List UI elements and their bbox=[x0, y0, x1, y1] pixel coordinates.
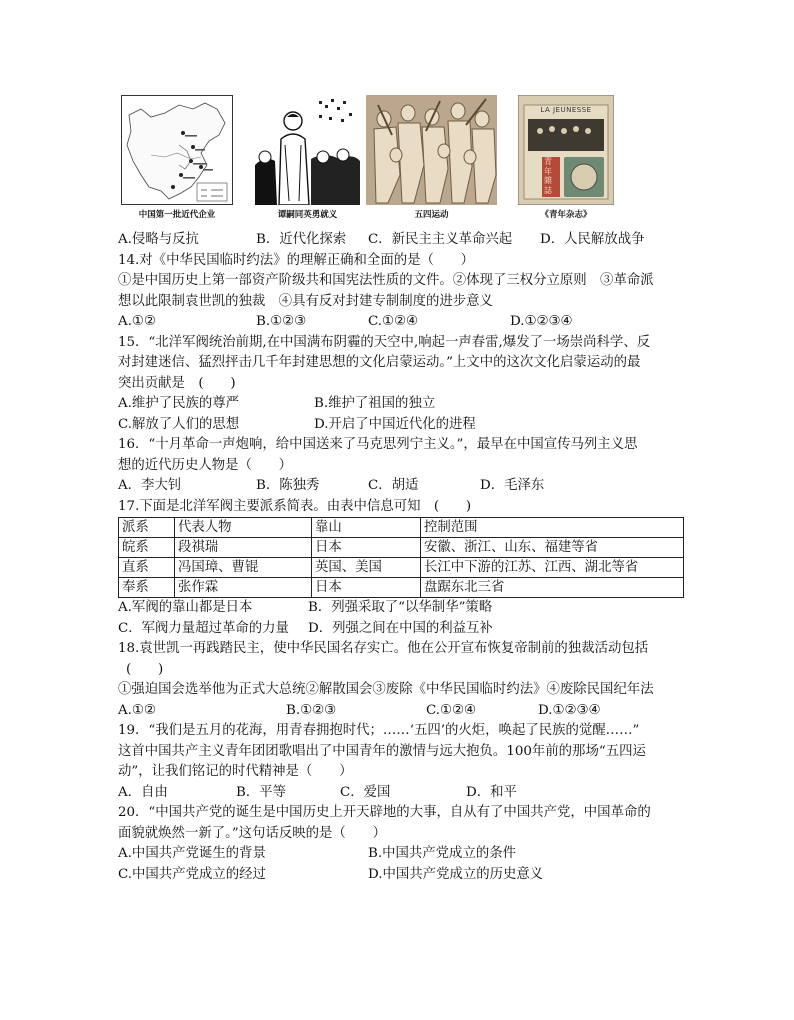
table-cell: 张作霖 bbox=[175, 578, 312, 598]
q13-options bbox=[118, 230, 684, 251]
table-header-cell: 靠山 bbox=[312, 518, 421, 538]
q13-option-b[interactable]: B．近代化探索 bbox=[256, 232, 347, 247]
table-row bbox=[119, 558, 684, 578]
q16-stem-line2: 想的近代历史人物是（ ） bbox=[118, 457, 293, 473]
q14-option-b[interactable]: B.①②③ bbox=[256, 314, 307, 329]
q19-stem-line3: 动”，让我们铭记的时代精神是（ ） bbox=[118, 764, 353, 779]
q19-option-b[interactable]: B．平等 bbox=[236, 784, 287, 800]
q18-option-c[interactable]: C.①②④ bbox=[426, 702, 477, 718]
q13-option-a[interactable]: A.侵略与反抗 bbox=[118, 232, 199, 247]
may-fourth-relief-image bbox=[366, 95, 497, 205]
table-cell: 盘踞东北三省 bbox=[421, 578, 684, 598]
q14-option-a[interactable]: A.①② bbox=[118, 314, 156, 329]
figure-strip bbox=[118, 95, 684, 230]
table-cell: 英国、美国 bbox=[312, 558, 421, 578]
q17-option-b[interactable]: B．列强采取了“以华制华”策略 bbox=[308, 600, 493, 615]
q14-items-line2: 想以此限制袁世凯的独裁 ④具有反对封建专制制度的进步意义 bbox=[118, 293, 493, 309]
q19-option-c[interactable]: C．爱国 bbox=[340, 784, 391, 800]
table-cell: 皖系 bbox=[119, 538, 175, 558]
q17-options-row2 bbox=[118, 619, 684, 640]
q20-option-c[interactable]: C.中国共产党成立的经过 bbox=[118, 866, 266, 882]
q16-stem-line1: 16．“十月革命一声炮响，给中国送来了马克思列宁主义。”，最早在中国宣传马列主义思 bbox=[118, 437, 638, 452]
table-header-row bbox=[119, 518, 684, 538]
q20-stem-line1: 20．“中国共产党的诞生是中国历史上开天辟地的大事，自从有了中国共产党，中国革命的 bbox=[118, 805, 651, 820]
table-row bbox=[119, 578, 684, 598]
table-header-cell: 控制范围 bbox=[421, 518, 684, 538]
q15-stem-line2: 对封建迷信、猛烈抨击几千年封建思想的文化启蒙运动。”上文中的这次文化启蒙运动的最 bbox=[118, 355, 641, 370]
q13-option-c[interactable]: C．新民主主义革命兴起 bbox=[368, 232, 513, 247]
q14-stem: 14.对《中华民国临时约法》的理解正确和全面的是（ ） bbox=[118, 252, 475, 268]
q17-option-c[interactable]: C．军阀力量超过革命的力量 bbox=[118, 620, 289, 636]
q18-items: ①强迫国会选举他为正式大总统②解散国会③废除《中华民国临时约法》④废除民国纪年法 bbox=[118, 682, 654, 697]
q14-items-line1: ①是中国历史上第一部资产阶级共和国宪法性质的文件。②体现了三权分立原则 ③革命派 bbox=[118, 273, 654, 288]
q15-stem-line3: 突出贡献是 ( ) bbox=[118, 375, 236, 391]
table-cell: 直系 bbox=[119, 558, 175, 578]
q16-option-c[interactable]: C．胡适 bbox=[368, 478, 419, 493]
magazine-title: 青年雜誌 bbox=[544, 157, 552, 195]
q18-options bbox=[118, 701, 684, 722]
q18-stem-line1: 18.袁世凯一再践踏民主，使中华民国名存实亡。他在公开宣布恢复帝制前的独裁活动包括 bbox=[118, 641, 649, 656]
q15-option-b[interactable]: B.维护了祖国的独立 bbox=[314, 396, 436, 411]
q20-option-d[interactable]: D.中国共产党成立的历史意义 bbox=[368, 866, 544, 882]
table-cell: 安徽、浙江、山东、福建等省 bbox=[421, 538, 684, 558]
q15-option-d[interactable]: D.开启了中国近代化的进程 bbox=[314, 416, 476, 432]
table-header-cell: 派系 bbox=[119, 518, 175, 538]
table-cell: 冯国璋、曹锟 bbox=[175, 558, 312, 578]
q19-option-d[interactable]: D．和平 bbox=[466, 784, 517, 800]
magazine-masthead: LA JEUNESSE bbox=[540, 106, 592, 114]
q18-option-b[interactable]: B.①②③ bbox=[286, 702, 337, 718]
q16-option-d[interactable]: D．毛泽东 bbox=[480, 478, 545, 493]
q14-option-d[interactable]: D.①②③④ bbox=[510, 314, 573, 329]
q18-option-d[interactable]: D.①②③④ bbox=[538, 702, 601, 718]
q16-options bbox=[118, 476, 684, 497]
q17-option-a[interactable]: A.军阀的靠山都是日本 bbox=[118, 600, 253, 615]
q20-options-row2 bbox=[118, 865, 684, 886]
q14-option-c[interactable]: C.①②④ bbox=[368, 314, 419, 329]
q16-option-a[interactable]: A．李大钊 bbox=[118, 478, 182, 493]
warlord-table bbox=[118, 517, 684, 598]
q16-option-b[interactable]: B．陈独秀 bbox=[256, 478, 320, 493]
table-cell: 奉系 bbox=[119, 578, 175, 598]
figure-caption-3: 五四运动 bbox=[414, 210, 449, 220]
exam-page bbox=[118, 95, 684, 885]
table-cell: 段祺瑞 bbox=[175, 538, 312, 558]
table-header-cell: 代表人物 bbox=[175, 518, 312, 538]
figure-caption-1: 中国第一批近代企业 bbox=[138, 210, 216, 220]
q18-option-a[interactable]: A.①② bbox=[118, 702, 156, 718]
q19-stem-line2: 这首中国共产主义青年团团歌唱出了中国青年的激情与远大抱负。100年前的那场“五四运 bbox=[118, 743, 646, 759]
q20-options-row1 bbox=[118, 844, 684, 865]
q15-option-a[interactable]: A.维护了民族的尊严 bbox=[118, 396, 240, 411]
q17-stem: 17.下面是北洋军阀主要派系简表。由表中信息可知 ( ) bbox=[118, 498, 472, 514]
q18-stem-line2: ( ) bbox=[126, 661, 164, 677]
q19-options bbox=[118, 783, 684, 804]
youth-magazine-cover bbox=[518, 95, 614, 205]
figure-caption-4: 《青年杂志》 bbox=[540, 210, 592, 220]
q19-stem-line1: 19．“我们是五月的花海，用青春拥抱时代；……‘五四’的火炬，唤起了民族的觉醒……” bbox=[118, 723, 640, 738]
q17-options-row1 bbox=[118, 598, 684, 619]
table-cell: 日本 bbox=[312, 538, 421, 558]
map-figure bbox=[121, 95, 233, 205]
q15-options-row1 bbox=[118, 394, 684, 415]
q20-option-a[interactable]: A.中国共产党诞生的背景 bbox=[118, 846, 266, 861]
table-row bbox=[119, 538, 684, 558]
q14-options bbox=[118, 312, 684, 333]
figure-caption-2: 谭嗣同英勇就义 bbox=[277, 210, 338, 220]
q15-options-row2 bbox=[118, 415, 684, 436]
q20-option-b[interactable]: B.中国共产党成立的条件 bbox=[368, 846, 517, 861]
tan-sitong-illustration bbox=[255, 95, 360, 205]
q15-stem-line1: 15．“北洋军阀统治前期,在中国满布阴霾的天空中,响起一声春雷,爆发了一场崇尚科学、反 bbox=[118, 334, 651, 350]
q20-stem-line2: 面貌就焕然一新了。”这句话反映的是（ ） bbox=[118, 825, 386, 841]
q17-option-d[interactable]: D．列强之间在中国的利益互补 bbox=[308, 620, 493, 636]
table-cell: 长江中下游的江苏、江西、湖北等省 bbox=[421, 558, 684, 578]
q19-option-a[interactable]: A．自由 bbox=[118, 784, 168, 800]
table-cell: 日本 bbox=[312, 578, 421, 598]
q15-option-c[interactable]: C.解放了人们的思想 bbox=[118, 416, 240, 432]
q13-option-d[interactable]: D．人民解放战争 bbox=[540, 232, 645, 247]
